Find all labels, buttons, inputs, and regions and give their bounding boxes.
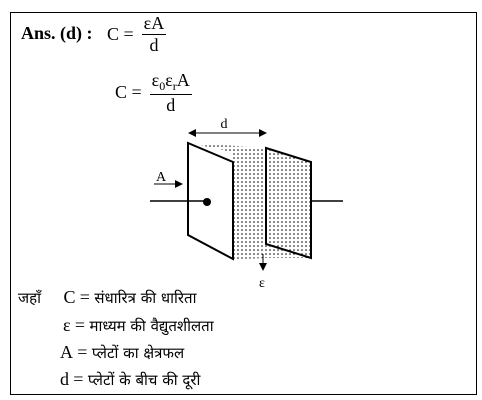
formula-numerator xyxy=(150,71,192,95)
capacitor-diagram xyxy=(140,112,350,292)
subscript-zero: 0 xyxy=(159,79,166,93)
epsilon-symbol: ε xyxy=(151,70,160,90)
formula-denominator: d xyxy=(166,94,176,115)
distance-label: d xyxy=(220,117,228,132)
area-symbol: A xyxy=(176,70,190,90)
legend-meaning: प्लेटों के बीच की दूरी xyxy=(87,371,201,389)
legend-symbol: ε xyxy=(63,315,71,335)
epsilon-symbol: ε xyxy=(165,70,173,90)
terminal-dot xyxy=(203,198,211,206)
capacitance-formula xyxy=(107,14,166,55)
legend-row: जहाँ C = संधारित्र की धारिता xyxy=(18,287,197,307)
legend-symbol: d xyxy=(60,369,69,389)
legend-row: d = प्लेटों के बीच की दूरी xyxy=(60,369,201,389)
formula-fraction xyxy=(142,14,167,55)
permittivity-label: ε xyxy=(259,276,265,291)
formula-numerator: εA xyxy=(143,13,165,33)
answer-label: Ans. (d) : xyxy=(21,23,93,43)
legend-row: ε = माध्यम की वैद्युतशीलता xyxy=(63,315,214,335)
area-label: A xyxy=(156,170,167,185)
legend-symbol: C xyxy=(63,287,76,307)
legend-meaning: माध्यम की वैद्युतशीलता xyxy=(89,317,214,335)
legend-row: A = प्लेटों का क्षेत्रफल xyxy=(60,342,185,362)
legend-meaning: प्लेटों का क्षेत्रफल xyxy=(91,344,185,362)
capacitance-formula-expanded xyxy=(115,71,192,114)
legend-intro: जहाँ xyxy=(18,289,41,307)
formula-lhs: C = xyxy=(107,23,134,44)
formula-lhs: C = xyxy=(115,82,142,103)
legend-symbol: A xyxy=(60,342,73,362)
formula-denominator: d xyxy=(149,34,159,55)
formula-fraction xyxy=(150,71,192,114)
legend-meaning: संधारित्र की धारिता xyxy=(94,289,197,307)
subscript-r: r xyxy=(172,79,177,93)
